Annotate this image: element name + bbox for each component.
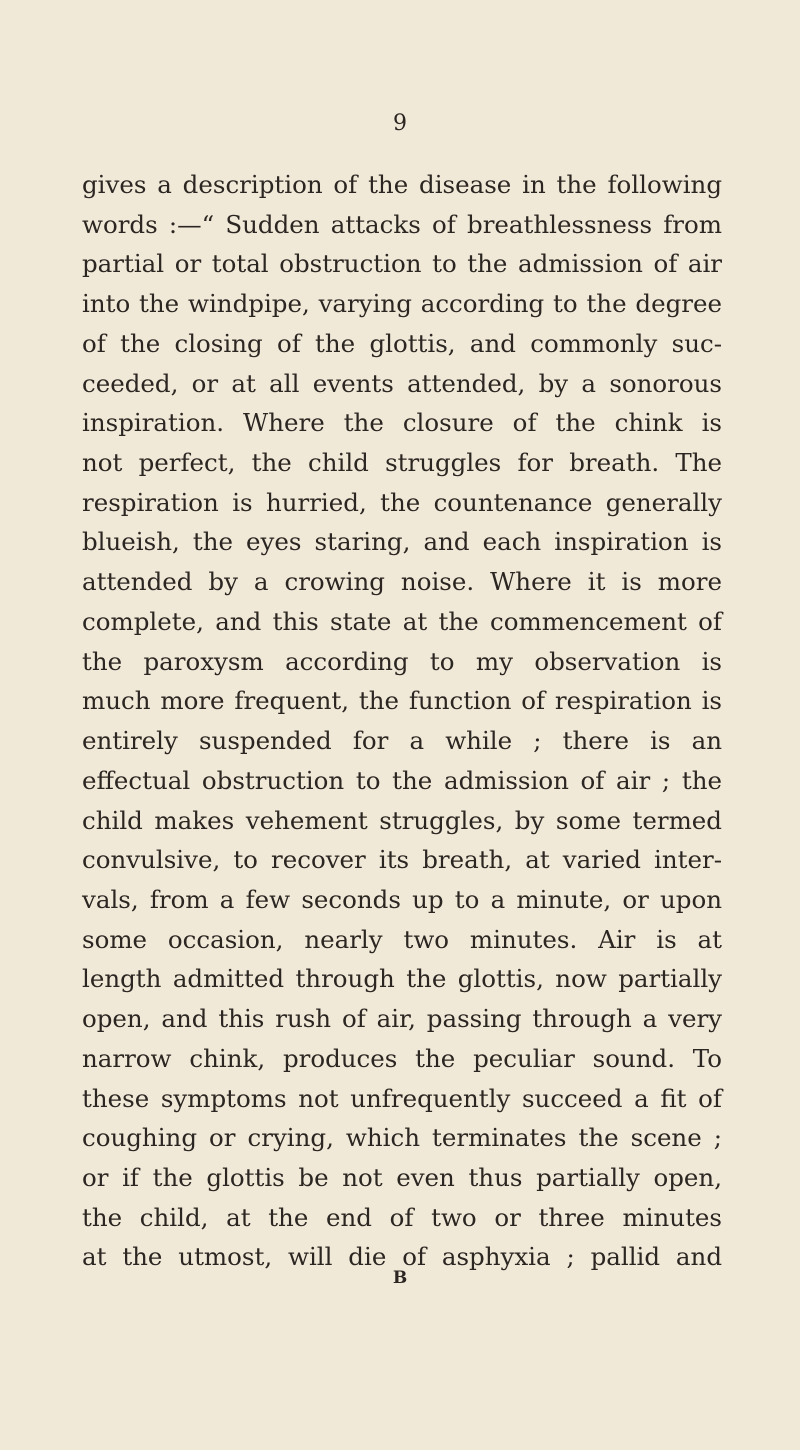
text-line: convulsive, to recover its breath, at varied inter- — [82, 845, 722, 875]
text-line: into the windpipe, varying according to the degree — [82, 289, 722, 319]
text-line: gives a description of the disease in the following — [82, 170, 722, 199]
body-text — [82, 165, 722, 1277]
text-line: inspiration. Where the closure of the chink is — [82, 408, 722, 438]
text-line: partial or total obstruction to the admission of air — [82, 249, 722, 279]
text-line: the paroxysm according to my observation is — [82, 646, 722, 676]
text-line: complete, and this state at the commencement of — [82, 606, 722, 636]
text-line: child makes vehement struggles, by some termed — [82, 805, 722, 835]
signature-mark: B — [392, 1268, 408, 1288]
text-line: length admitted through the glottis, now partially — [82, 964, 722, 994]
text-line: not perfect, the child struggles for breath. The — [82, 448, 722, 478]
text-line: respiration is hurried, the countenance generally — [82, 487, 722, 517]
text-line: effectual obstruction to the admission of air ; the — [82, 765, 722, 795]
text-line: words :—“ Sudden attacks of breathlessness from — [82, 209, 722, 239]
text-line: or if the glottis be not even thus partially open, — [82, 1162, 722, 1192]
text-line: narrow chink, produces the peculiar sound. To — [82, 1043, 722, 1073]
text-line: ceeded, or at all events attended, by a sonorous — [82, 368, 722, 398]
text-line: blueish, the eyes staring, and each inspiration is — [82, 527, 722, 557]
text-line: entirely suspended for a while ; there is an — [82, 726, 722, 756]
text-line: coughing or crying, which terminates the scene ; — [82, 1123, 722, 1153]
text-line: of the closing of the glottis, and commonly suc- — [82, 328, 722, 358]
text-line: some occasion, nearly two minutes. Air is at — [82, 924, 722, 954]
text-line: at the utmost, will die of asphyxia ; pallid and — [82, 1242, 722, 1272]
text-line: the child, at the end of two or three minutes — [82, 1202, 722, 1232]
text-line: open, and this rush of air, passing through a very — [82, 1004, 722, 1034]
text-line: much more frequent, the function of respiration is — [82, 686, 722, 716]
text-line: attended by a crowing noise. Where it is more — [82, 567, 722, 597]
text-line: these symptoms not unfrequently succeed a fit of — [82, 1083, 722, 1113]
text-line: vals, from a few seconds up to a minute, or upon — [82, 884, 722, 914]
page-number: 9 — [393, 111, 407, 136]
